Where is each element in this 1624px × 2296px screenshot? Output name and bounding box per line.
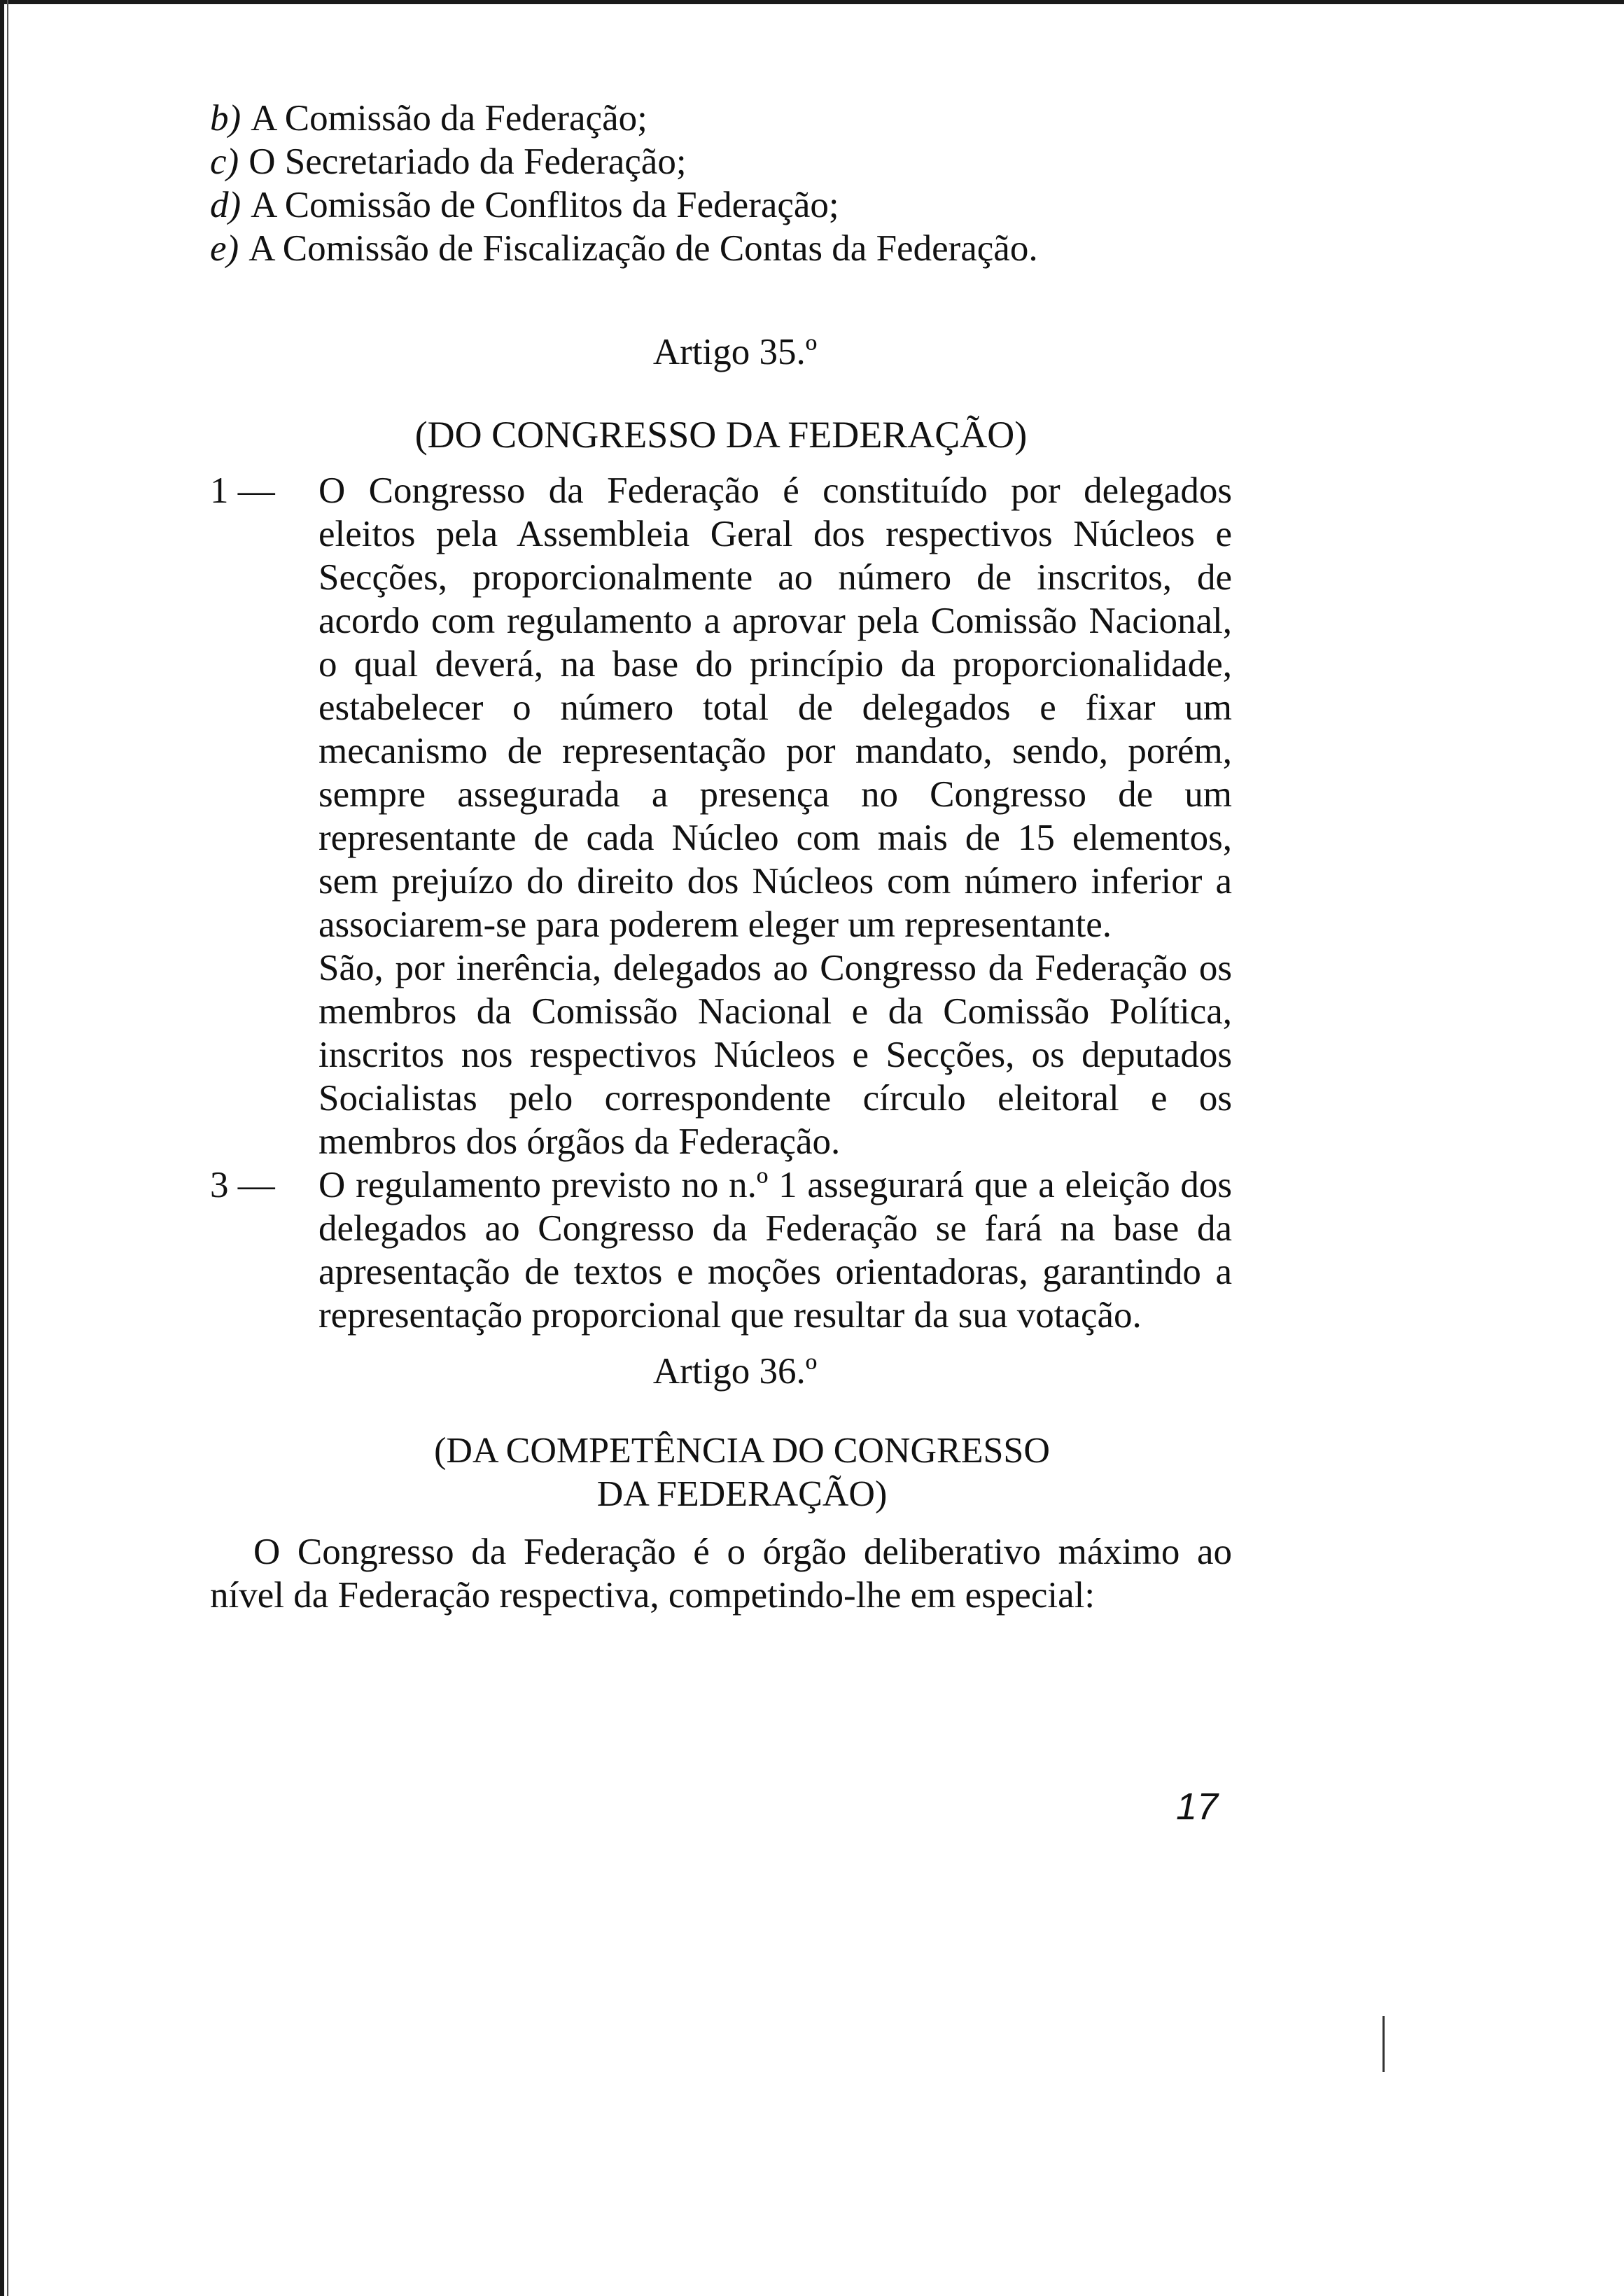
scan-border-left bbox=[0, 0, 4, 2296]
paragraph-text: O regulamento previsto no n.º 1 assegurará que a eleição dos delegados ao Congresso da Federação se fará na base da apresentação de textos e moções orientadoras, garantindo a representação proporcional que resultar da sua votação. bbox=[318, 1165, 1232, 1336]
paragraph-2: São, por inerência, delegados ao Congresso da Federação os membros da Comissão Nacional e da Comissão Política, inscritos nos respectivos Núcleos e Secções, os deputados Socialistas pelo correspondente círculo eleitoral e os membros dos órgãos da Federação. bbox=[318, 948, 1232, 1162]
list-item bbox=[210, 140, 1232, 183]
article-36-title: Artigo 36.º bbox=[652, 1351, 818, 1392]
list-marker: e) bbox=[210, 228, 239, 269]
list-text: A Comissão de Conflitos da Federação; bbox=[251, 185, 839, 225]
article-36-body: O Congresso da Federação é o órgão deliberativo máximo ao nível da Federação respectiva, competindo-lhe em especial: bbox=[210, 1532, 1232, 1616]
scan-artifact bbox=[1382, 2016, 1385, 2072]
article-35-heading: (DO CONGRESSO DA FEDERAÇÃO) bbox=[414, 414, 1028, 456]
list-item bbox=[210, 97, 1232, 140]
list-text: A Comissão de Fiscalização de Contas da Federação. bbox=[248, 228, 1038, 269]
list-marker: b) bbox=[210, 98, 241, 139]
scan-border-top bbox=[0, 0, 1624, 4]
paragraph-1 bbox=[210, 469, 1232, 946]
page-content bbox=[210, 97, 1232, 1617]
scan-border-left-inner bbox=[7, 0, 8, 2296]
list-marker: d) bbox=[210, 185, 241, 225]
article-36-heading bbox=[210, 1429, 1232, 1516]
paragraph-number: 1 — bbox=[210, 470, 275, 511]
article-35-body bbox=[210, 469, 1232, 1337]
heading-line-2: DA FEDERAÇÃO) bbox=[596, 1474, 888, 1514]
page-number: 17 bbox=[1176, 1786, 1219, 1828]
list-item bbox=[210, 183, 1232, 227]
list-marker: c) bbox=[210, 141, 239, 182]
list-item bbox=[210, 227, 1232, 270]
article-35-title: Artigo 35.º bbox=[652, 332, 818, 372]
list-text: O Secretariado da Federação; bbox=[248, 141, 687, 182]
paragraph-text: O Congresso da Federação é constituído por delegados eleitos pela Assembleia Geral dos respectivos Núcleos e Secções, proporcionalmente ao número de inscritos, de acordo com regulamento a aprovar pela Comissão Nacional, o qual deverá, na base do princípio da proporcionalidade, estabelecer o número total de delegados e fixar um mecanismo de representação por mandato, sendo, porém, sempre assegurada a presença no Congresso de um representante de cada Núcleo com mais de 15 elementos, sem prejuízo do direito dos Núcleos com número inferior a associarem-se para poderem eleger um representante. bbox=[318, 470, 1232, 945]
paragraph-number: 3 — bbox=[210, 1165, 275, 1205]
list-text: A Comissão da Federação; bbox=[251, 98, 648, 139]
heading-line-1: (DA COMPETÊNCIA DO CONGRESSO bbox=[434, 1431, 1050, 1471]
organ-list bbox=[210, 97, 1232, 270]
paragraph-3 bbox=[210, 1163, 1232, 1337]
